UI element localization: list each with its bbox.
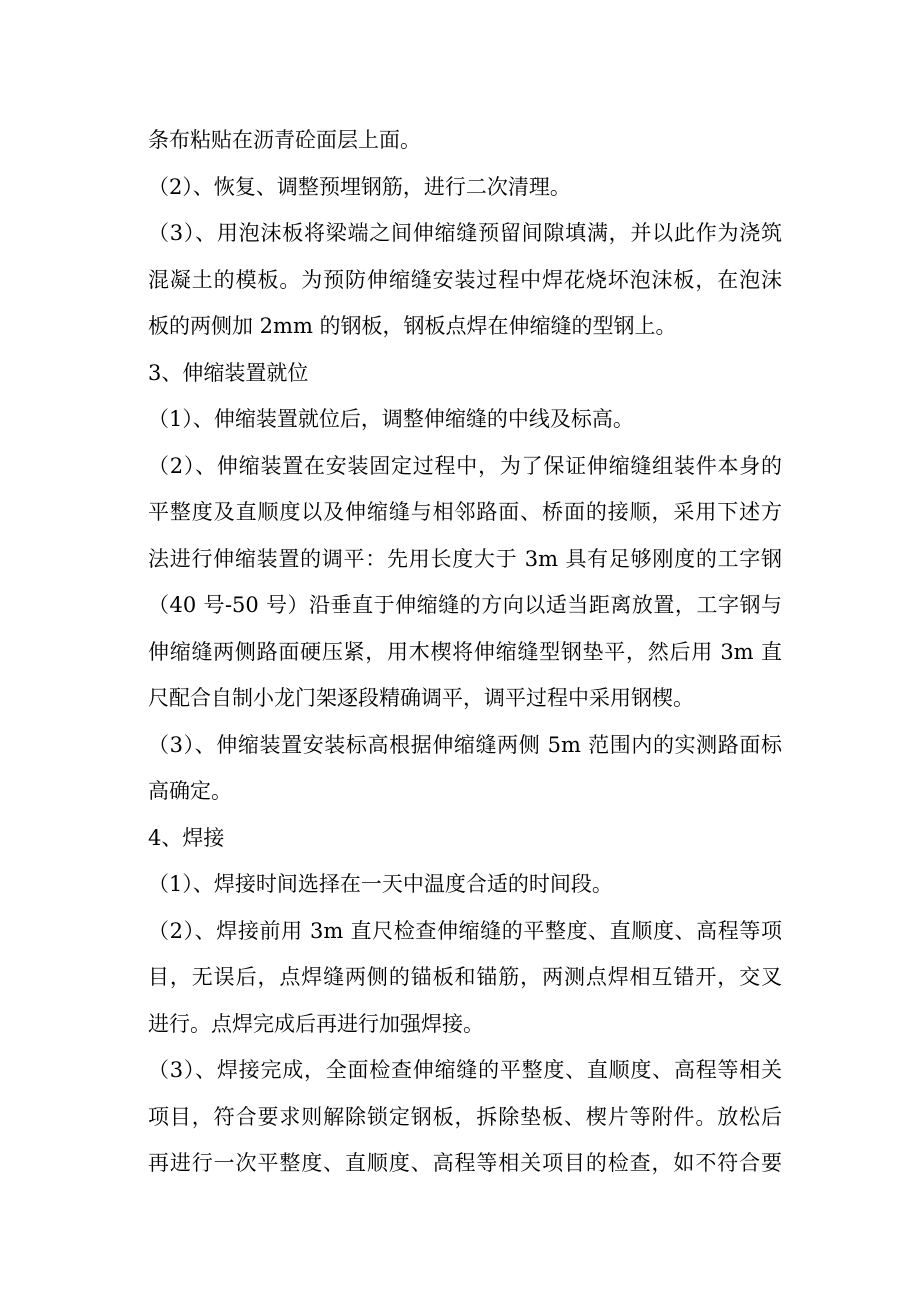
paragraph-line: 混凝土的模板。为预防伸缩缝安装过程中焊花烧坏泡沫板，在泡沫 — [148, 267, 782, 292]
section-heading: 3、伸缩装置就位 — [148, 360, 309, 385]
paragraph-line: （3）、伸缩装置安装标高根据伸缩缝两侧 5m 范围内的实测路面标 — [148, 732, 782, 757]
paragraph-line: 再进行一次平整度、直顺度、高程等相关项目的检查，如不符合要 — [148, 1151, 782, 1175]
section-heading: 4、焊接 — [148, 825, 225, 850]
paragraph-line: 进行。点焊完成后再进行加强焊接。 — [148, 1011, 484, 1036]
paragraph-line: （1）、焊接时间选择在一天中温度合适的时间段。 — [148, 872, 613, 896]
paragraph-line: 法进行伸缩装置的调平：先用长度大于 3m 具有足够刚度的工字钢 — [148, 546, 782, 571]
paragraph-line: （2）、恢复、调整预埋钢筋，进行二次清理。 — [148, 174, 571, 199]
paragraph-line: （3）、用泡沫板将梁端之间伸缩缝预留间隙填满，并以此作为浇筑 — [148, 221, 782, 245]
paragraph-line: 目，无误后，点焊缝两侧的锚板和锚筋，两测点焊相互错开，交叉 — [148, 965, 782, 989]
paragraph-line: 板的两侧加 2mm 的钢板，钢板点焊在伸缩缝的型钢上。 — [148, 314, 677, 338]
paragraph-line: 平整度及直顺度以及伸缩缝与相邻路面、桥面的接顺，采用下述方 — [148, 500, 782, 524]
paragraph-line: （2）、伸缩装置在安装固定过程中，为了保证伸缩缝组装件本身的 — [148, 453, 782, 478]
paragraph-line: 伸缩缝两侧路面硬压紧，用木楔将伸缩缝型钢垫平，然后用 3m 直 — [148, 639, 782, 664]
paragraph-line: （3）、焊接完成，全面检查伸缩缝的平整度、直顺度、高程等相关 — [148, 1058, 782, 1082]
paragraph-line: （2）、焊接前用 3m 直尺检查伸缩缝的平整度、直顺度、高程等项 — [148, 918, 782, 943]
paragraph-line: 项目，符合要求则解除锁定钢板，拆除垫板、楔片等附件。放松后 — [148, 1104, 782, 1129]
document-body — [148, 117, 782, 1187]
paragraph-line: 尺配合自制小龙门架逐段精确调平，调平过程中采用钢楔。 — [148, 686, 694, 710]
paragraph-line: （1）、伸缩装置就位后，调整伸缩缝的中线及标高。 — [148, 407, 634, 431]
paragraph-line: （40 号-50 号）沿垂直于伸缩缝的方向以适当距离放置，工字钢与 — [148, 593, 782, 617]
paragraph-line: 高确定。 — [148, 779, 232, 803]
paragraph-line: 条布粘贴在沥青砼面层上面。 — [148, 128, 421, 152]
